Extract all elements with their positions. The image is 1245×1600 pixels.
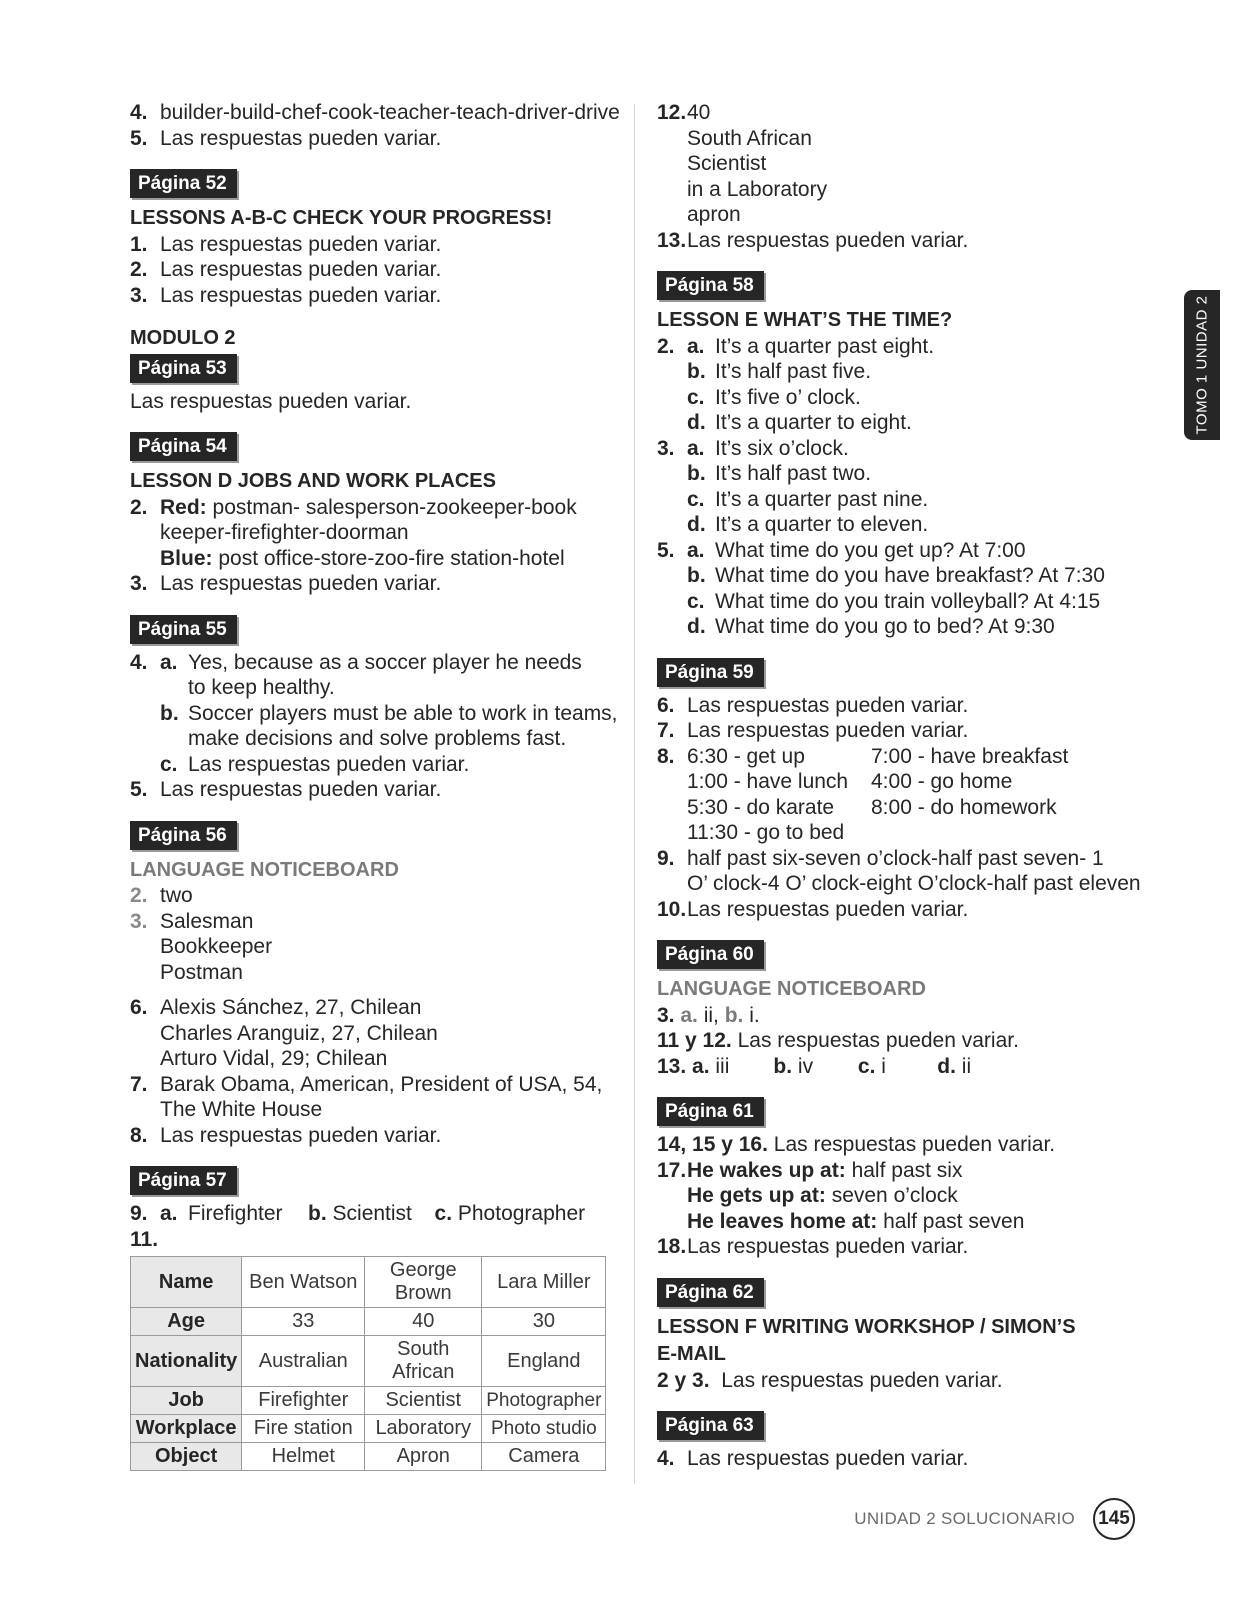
column-divider [634, 104, 635, 1484]
answer-55-4c: c. Las respuestas pueden variar. [160, 752, 470, 776]
page-label-54: Página 54 [130, 432, 237, 461]
module-heading: MODULO 2 [130, 327, 236, 349]
lesson-heading-abc: LESSONS A-B-C CHECK YOUR PROGRESS! [130, 207, 553, 229]
noticeboard-heading-60: LANGUAGE NOTICEBOARD [657, 978, 926, 1000]
answer-58-3a: 3. a. It’s six o’clock. [657, 436, 849, 460]
table-row: Nationality Australian South African England [131, 1336, 606, 1387]
lesson-heading-d: LESSON D JOBS AND WORK PLACES [130, 470, 496, 492]
answer-12-object: apron [687, 203, 741, 226]
answer-59-8-row4: 11:30 - go to bed [687, 821, 845, 844]
answer-58-3d: d. It’s a quarter to eleven. [687, 513, 929, 536]
table-row: Age 33 40 30 [131, 1308, 606, 1336]
answer-62: 2 y 3. Las respuestas pueden variar. [657, 1368, 1003, 1392]
answer-58-2a: 2. a. It’s a quarter past eight. [657, 334, 935, 358]
answer-59-9-cont: O’ clock-4 O’ clock-eight O’clock-half past eleven [687, 872, 1141, 895]
page-label-57: Página 57 [130, 1166, 237, 1195]
side-tab [1184, 290, 1220, 440]
answer-55-4b: b. Soccer players must be able to work in teams, [160, 701, 618, 725]
answer-55-4b-cont: make decisions and solve problems fast. [188, 727, 567, 750]
lesson-heading-f-cont: E-MAIL [657, 1343, 726, 1365]
answer-55-4a-cont: to keep healthy. [188, 676, 335, 699]
answer-60-11: 11 y 12. Las respuestas pueden variar. [657, 1029, 1019, 1052]
answer-63-4: 4. Las respuestas pueden variar. [657, 1447, 969, 1470]
noticeboard-heading-56: LANGUAGE NOTICEBOARD [130, 858, 399, 881]
answer-54-2-cont: keeper-firefighter-doorman [160, 521, 409, 544]
answer-55-5: 5. Las respuestas pueden variar. [130, 778, 442, 801]
answer-60-3: 3. a. ii, b. i. [657, 1003, 760, 1027]
page-label-55: Página 55 [130, 615, 237, 644]
table-row: Job Firefighter Scientist Photographer [131, 1387, 606, 1415]
page-label-53: Página 53 [130, 354, 237, 383]
answer-52-2: 2. Las respuestas pueden variar. [130, 258, 442, 281]
page-label-52: Página 52 [130, 169, 237, 198]
page-label-63: Página 63 [657, 1411, 764, 1440]
answer-58-2d: d. It’s a quarter to eight. [687, 411, 912, 434]
answer-56-6c: Arturo Vidal, 29; Chilean [160, 1047, 388, 1070]
answer-12-nationality: South African [687, 126, 812, 150]
page-label-58: Página 58 [657, 271, 764, 300]
page-label-62: Página 62 [657, 1278, 764, 1307]
table-row: Workplace Fire station Laboratory Photo studio [131, 1415, 606, 1443]
answer-56-3c: Postman [160, 960, 243, 984]
answer-54-3: 3. Las respuestas pueden variar. [130, 572, 442, 595]
answer-59-6: 6. Las respuestas pueden variar. [657, 693, 969, 717]
table-row: Name Ben Watson George Brown Lara Miller [131, 1257, 606, 1308]
answer-61-17-gets: He gets up at: seven o’clock [687, 1184, 958, 1207]
answer-12-job: Scientist [687, 152, 767, 175]
answer-61-17-leaves: He leaves home at: half past seven [687, 1209, 1025, 1233]
answer-12-workplace: in a Laboratory [687, 177, 828, 201]
answer-56-7: 7. Barak Obama, American, President of USA, 54, [130, 1072, 603, 1096]
answer-60-13: 13. a. iii b. iv c. i d. ii [657, 1054, 972, 1078]
page-label-59: Página 59 [657, 658, 764, 687]
answer-54-2: 2. Red: postman- salesperson-zookeeper-book [130, 495, 577, 519]
answer-59-10: 10.Las respuestas pueden variar. [657, 897, 969, 921]
answer-56-7b: The White House [160, 1098, 323, 1121]
answer-53: Las respuestas pueden variar. [130, 389, 412, 413]
answer-58-5d: d. What time do you go to bed? At 9:30 [687, 615, 1055, 638]
answer-58-2b: b. It’s half past five. [687, 360, 872, 383]
answer-59-7: 7. Las respuestas pueden variar. [657, 719, 969, 742]
answer-57-11: 11. [130, 1227, 159, 1251]
right-column [657, 100, 1187, 1472]
left-column [130, 100, 620, 1471]
answer-59-8-row3: 5:30 - do karate 8:00 - do homework [687, 795, 1057, 819]
answer-59-8: 8. 6:30 - get up 7:00 - have breakfast [657, 744, 1069, 768]
answer-52-3: 3. Las respuestas pueden variar. [130, 283, 442, 307]
answer-54-2-blue: Blue: post office-store-zoo-fire station-hotel [160, 546, 565, 570]
answer-12: 12.40 [657, 101, 711, 124]
answer-56-3b: Bookkeeper [160, 935, 273, 958]
answer-56-8: 8. Las respuestas pueden variar. [130, 1123, 442, 1147]
answer-61-14: 14, 15 y 16. Las respuestas pueden variar. [657, 1133, 1056, 1156]
side-tab-label: TOMO 1 UNIDAD 2 [1193, 295, 1211, 435]
answer-57-9: 9. a. Firefighter b. Scientist c. Photographer [130, 1202, 586, 1225]
answer-56-2: 2. two [130, 884, 193, 907]
page-label-56: Página 56 [130, 821, 237, 850]
answer-58-3c: c. It’s a quarter past nine. [687, 487, 929, 511]
page-label-60: Página 60 [657, 940, 764, 969]
page-footer [854, 1498, 1135, 1540]
answer-4: 4. builder-build-chef-cook-teacher-teach-driver-drive [130, 101, 620, 124]
answer-58-2c: c. It’s five o’ clock. [687, 385, 861, 409]
answer-55-4a: 4. a. Yes, because as a soccer player he needs [130, 650, 582, 674]
answer-58-5c: c. What time do you train volleyball? At 4:15 [687, 589, 1101, 613]
lesson-heading-f: LESSON F WRITING WORKSHOP / SIMON’S [657, 1315, 1076, 1338]
table-row: Object Helmet Apron Camera [131, 1443, 606, 1471]
page-number: 145 [1093, 1498, 1135, 1540]
character-table [130, 1256, 606, 1471]
answer-58-5a: 5. a. What time do you get up? At 7:00 [657, 538, 1026, 562]
answer-58-3b: b. It’s half past two. [687, 462, 872, 485]
answer-61-18: 18.Las respuestas pueden variar. [657, 1235, 969, 1258]
answer-56-6: 6. Alexis Sánchez, 27, Chilean [130, 996, 422, 1019]
answer-56-3: 3. Salesman [130, 909, 254, 933]
page-label-61: Página 61 [657, 1097, 764, 1126]
lesson-heading-e: LESSON E WHAT’S THE TIME? [657, 309, 953, 331]
answer-59-8-row2: 1:00 - have lunch 4:00 - go home [687, 770, 1013, 793]
answer-61-17: 17.He wakes up at: half past six [657, 1158, 963, 1182]
footer-text: UNIDAD 2 SOLUCIONARIO [854, 1509, 1075, 1528]
answer-52-1: 1. Las respuestas pueden variar. [130, 232, 442, 256]
answer-13: 13.Las respuestas pueden variar. [657, 228, 969, 252]
answer-56-6b: Charles Aranguiz, 27, Chilean [160, 1021, 438, 1045]
answer-58-5b: b. What time do you have breakfast? At 7:30 [687, 564, 1105, 587]
answer-59-9: 9. half past six-seven o’clock-half past seven- 1 [657, 846, 1104, 870]
answer-5: 5. Las respuestas pueden variar. [130, 126, 442, 150]
